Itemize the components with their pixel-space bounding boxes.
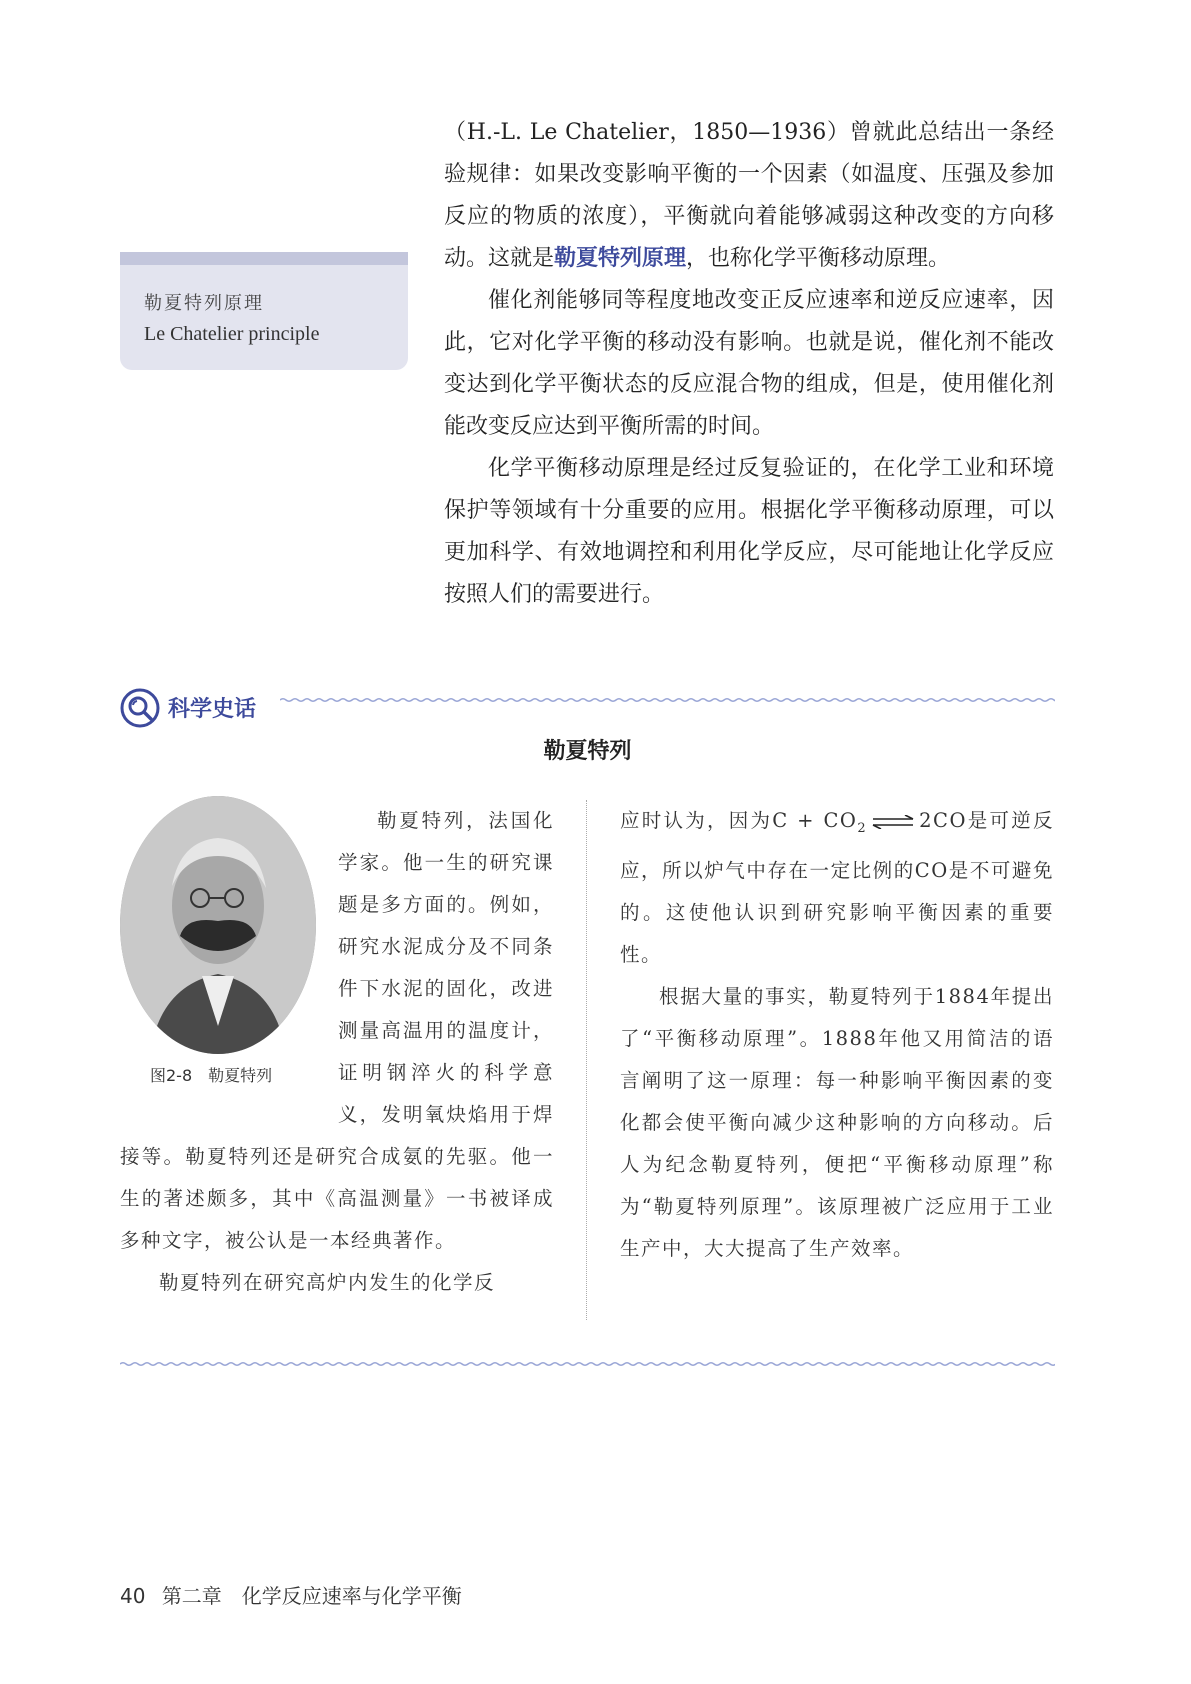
story-right-paragraph-1: 应时认为，因为$C + CO_2$ 2CO是可逆反应，所以炉气中存在一定比例的CO是不可避免的。这使他认识到研究影响平衡因素的重要性。 — [620, 809, 1054, 966]
chapter-title: 第二章 化学反应速率与化学平衡 — [161, 1584, 462, 1608]
portrait-figure — [120, 796, 338, 1126]
glossary-term-zh: 勒夏特列原理 — [144, 293, 264, 314]
story-right-paragraph-2: 根据大量的事实，勒夏特列于1884年提出了“平衡移动原理”。1888年他又用简洁的语言阐明了这一原理：每一种影响平衡因素的变化都会使平衡向减少这种影响的方向移动。后人为纪念勒夏特列，便把“平衡移动原理”称为“勒夏特列原理”。该原理被广泛应用于工业生产中，大大提高了生产效率。 — [620, 984, 1054, 1260]
story-left-paragraph-2: 勒夏特列在研究高炉内发生的化学反 — [159, 1271, 496, 1294]
main-text — [444, 112, 1054, 616]
story-left-paragraph-1: 勒夏特列，法国化学家。他一生的研究课题是多方面的。例如，研究水泥成分及不同条件下水泥的固化，改进测量高温用的温度计，证明钢淬火的科学意义，发明氧炔焰用于焊接等。勒夏特列还是研究合成氨的先驱。他一生的著述颇多，其中《高温测量》一书被译成多种文字，被公认是一本经典著作。 — [120, 809, 554, 1252]
paragraph-1: （H.-L. Le Chatelier，1850—1936）曾就此总结出一条经验规律：如果改变影响平衡的一个因素（如温度、压强及参加反应的物质的浓度），平衡就向着能够减弱这种改变的方向移动。这就是勒夏特列原理，也称化学平衡移动原理。 — [444, 120, 1054, 271]
wave-divider-top — [280, 688, 1055, 712]
column-divider — [586, 800, 587, 1320]
paragraph-3: 化学平衡移动原理是经过反复验证的，在化学工业和环境保护等领域有十分重要的应用。根据化学平衡移动原理，可以更加科学、有效地调控和利用化学反应，尽可能地让化学反应按照人们的需要进行。 — [444, 456, 1054, 607]
glossary-sidebar — [120, 252, 408, 370]
subscript-2: 2 — [857, 820, 868, 836]
paragraph-2: 催化剂能够同等程度地改变正反应速率和逆反应速率，因此，它对化学平衡的移动没有影响。也就是说，催化剂不能改变达到化学平衡状态的反应混合物的组成，但是，使用催化剂能改变反应达到平衡所需的时间。 — [444, 288, 1054, 439]
story-title: 勒夏特列 — [543, 739, 632, 764]
page-number: 40 — [120, 1584, 146, 1608]
page-footer — [120, 1580, 462, 1609]
story-right-column — [620, 800, 1054, 1270]
wave-divider-bottom — [120, 1354, 1055, 1374]
figure-caption: 图2-8 勒夏特列 — [150, 1066, 273, 1085]
reversible-arrow-icon — [871, 815, 915, 829]
portrait-image — [120, 796, 316, 1054]
science-history-header — [120, 688, 1055, 728]
magnifier-icon — [120, 688, 160, 728]
glossary-term-en: Le Chatelier principle — [144, 323, 320, 345]
term-highlight: 勒夏特列原理 — [554, 246, 687, 271]
story-left-column — [120, 800, 554, 1304]
section-title: 科学史话 — [168, 697, 257, 722]
